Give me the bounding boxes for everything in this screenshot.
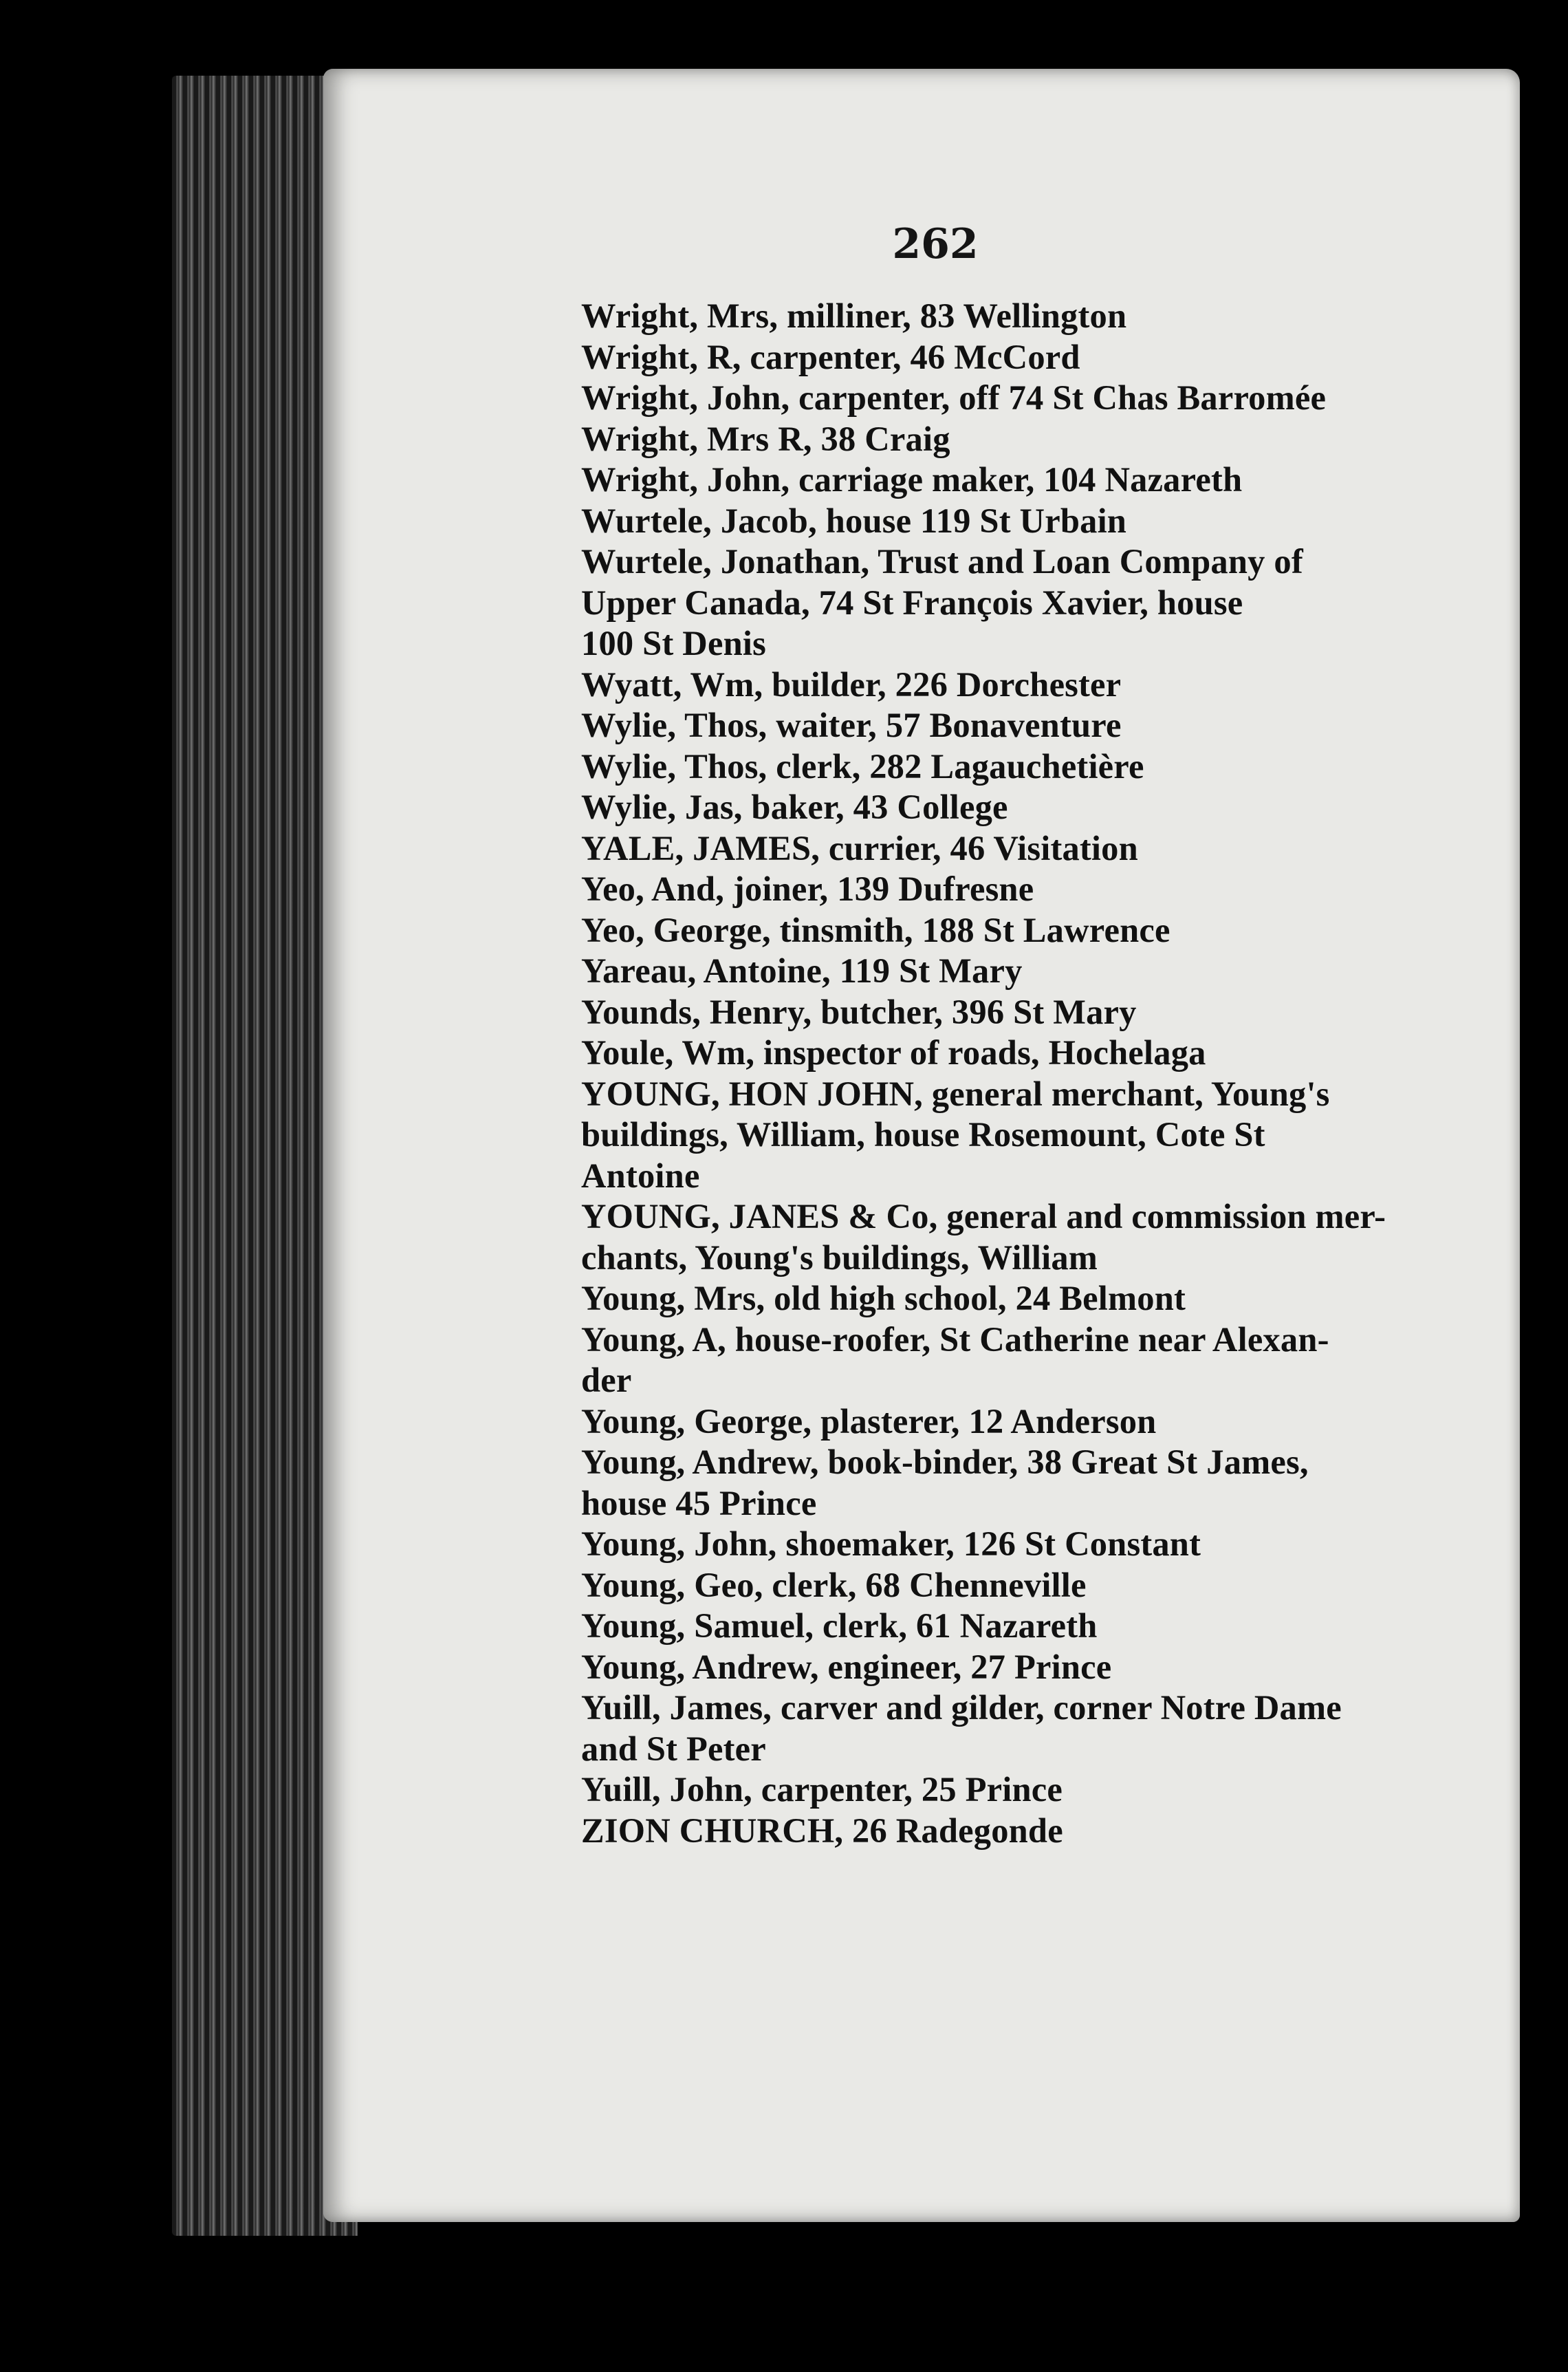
entry-line: YOUNG, HON JOHN, general merchant, Young's bbox=[581, 1074, 1330, 1113]
entry-line: Wright, John, carriage maker, 104 Nazareth bbox=[581, 460, 1243, 499]
directory-entry bbox=[581, 1196, 1503, 1278]
directory-entry bbox=[581, 828, 1503, 870]
entry-line: Young, Samuel, clerk, 61 Nazareth bbox=[581, 1606, 1098, 1645]
entry-line: Wright, John, carpenter, off 74 St Chas Barromée bbox=[581, 378, 1327, 417]
entry-line: Upper Canada, 74 St François Xavier, house bbox=[581, 583, 1243, 622]
directory-entry bbox=[581, 1319, 1503, 1401]
page-number: 262 bbox=[892, 220, 979, 268]
entry-line: house 45 Prince bbox=[581, 1483, 817, 1522]
entry-line: Youle, Wm, inspector of roads, Hochelaga bbox=[581, 1033, 1206, 1072]
entry-line: Wylie, Thos, clerk, 282 Lagauchetière bbox=[581, 746, 1144, 786]
directory-entry bbox=[581, 1074, 1503, 1197]
entry-line: Yuill, James, carver and gilder, corner Notre Dame bbox=[581, 1688, 1342, 1727]
directory-entry bbox=[581, 1606, 1503, 1647]
directory-entry bbox=[581, 1688, 1503, 1769]
directory-entry bbox=[581, 541, 1503, 665]
entry-line: ZION CHURCH, 26 Radegonde bbox=[581, 1811, 1063, 1850]
directory-entry bbox=[581, 992, 1503, 1033]
directory-entry bbox=[581, 296, 1503, 337]
entry-line: Young, John, shoemaker, 126 St Constant bbox=[581, 1524, 1201, 1563]
entry-line: Younds, Henry, butcher, 396 St Mary bbox=[581, 992, 1137, 1031]
directory-entry bbox=[581, 787, 1503, 828]
directory-entry bbox=[581, 1278, 1503, 1319]
entry-line: Young, Geo, clerk, 68 Chenneville bbox=[581, 1565, 1087, 1604]
entry-line: YOUNG, JANES & Co, general and commission mer- bbox=[581, 1197, 1386, 1236]
directory-entry bbox=[581, 419, 1503, 460]
directory-entry bbox=[581, 1442, 1503, 1524]
directory-page bbox=[323, 69, 1520, 2222]
entry-line: Yareau, Antoine, 119 St Mary bbox=[581, 951, 1023, 990]
directory-entry bbox=[581, 1769, 1503, 1811]
entry-line: Wright, R, carpenter, 46 McCord bbox=[581, 337, 1080, 376]
entry-line: Antoine bbox=[581, 1156, 700, 1195]
entry-line: Wurtele, Jonathan, Trust and Loan Company of bbox=[581, 542, 1303, 581]
directory-entry bbox=[581, 746, 1503, 788]
entry-line: 100 St Denis bbox=[581, 624, 766, 662]
directory-entry bbox=[581, 337, 1503, 378]
entry-line: Wylie, Thos, waiter, 57 Bonaventure bbox=[581, 706, 1122, 744]
directory-entry bbox=[581, 910, 1503, 951]
directory-entry bbox=[581, 1033, 1503, 1074]
entry-line: Yeo, And, joiner, 139 Dufresne bbox=[581, 870, 1034, 908]
entry-line: buildings, William, house Rosemount, Cote St bbox=[581, 1115, 1265, 1154]
directory-entry bbox=[581, 1524, 1503, 1565]
entry-line: Young, Andrew, engineer, 27 Prince bbox=[581, 1647, 1112, 1686]
entry-line: Wright, Mrs R, 38 Craig bbox=[581, 419, 950, 458]
entry-line: Wurtele, Jacob, house 119 St Urbain bbox=[581, 501, 1127, 540]
entry-line: Wylie, Jas, baker, 43 College bbox=[581, 788, 1008, 826]
entry-line: Wright, Mrs, milliner, 83 Wellington bbox=[581, 296, 1127, 335]
directory-entry bbox=[581, 1647, 1503, 1688]
entry-line: and St Peter bbox=[581, 1729, 766, 1768]
entry-line: chants, Young's buildings, William bbox=[581, 1238, 1098, 1277]
directory-entries bbox=[581, 296, 1503, 1851]
directory-entry bbox=[581, 1401, 1503, 1443]
directory-entry bbox=[581, 705, 1503, 746]
directory-entry bbox=[581, 869, 1503, 910]
entry-line: Young, Andrew, book-binder, 38 Great St James, bbox=[581, 1443, 1309, 1481]
directory-entry bbox=[581, 1565, 1503, 1606]
entry-line: der bbox=[581, 1361, 632, 1399]
entry-line: Yuill, John, carpenter, 25 Prince bbox=[581, 1770, 1063, 1809]
directory-entry bbox=[581, 460, 1503, 501]
directory-entry bbox=[581, 665, 1503, 706]
entry-line: Young, A, house-roofer, St Catherine near Alexan- bbox=[581, 1319, 1329, 1359]
directory-entry bbox=[581, 501, 1503, 542]
entry-line: Young, Mrs, old high school, 24 Belmont bbox=[581, 1279, 1186, 1317]
entry-line: Yeo, George, tinsmith, 188 St Lawrence bbox=[581, 910, 1170, 949]
directory-entry bbox=[581, 1811, 1503, 1852]
entry-line: YALE, JAMES, currier, 46 Visitation bbox=[581, 828, 1138, 867]
entry-line: Young, George, plasterer, 12 Anderson bbox=[581, 1401, 1157, 1441]
entry-line: Wyatt, Wm, builder, 226 Dorchester bbox=[581, 665, 1122, 704]
directory-entry bbox=[581, 378, 1503, 419]
directory-entry bbox=[581, 951, 1503, 992]
